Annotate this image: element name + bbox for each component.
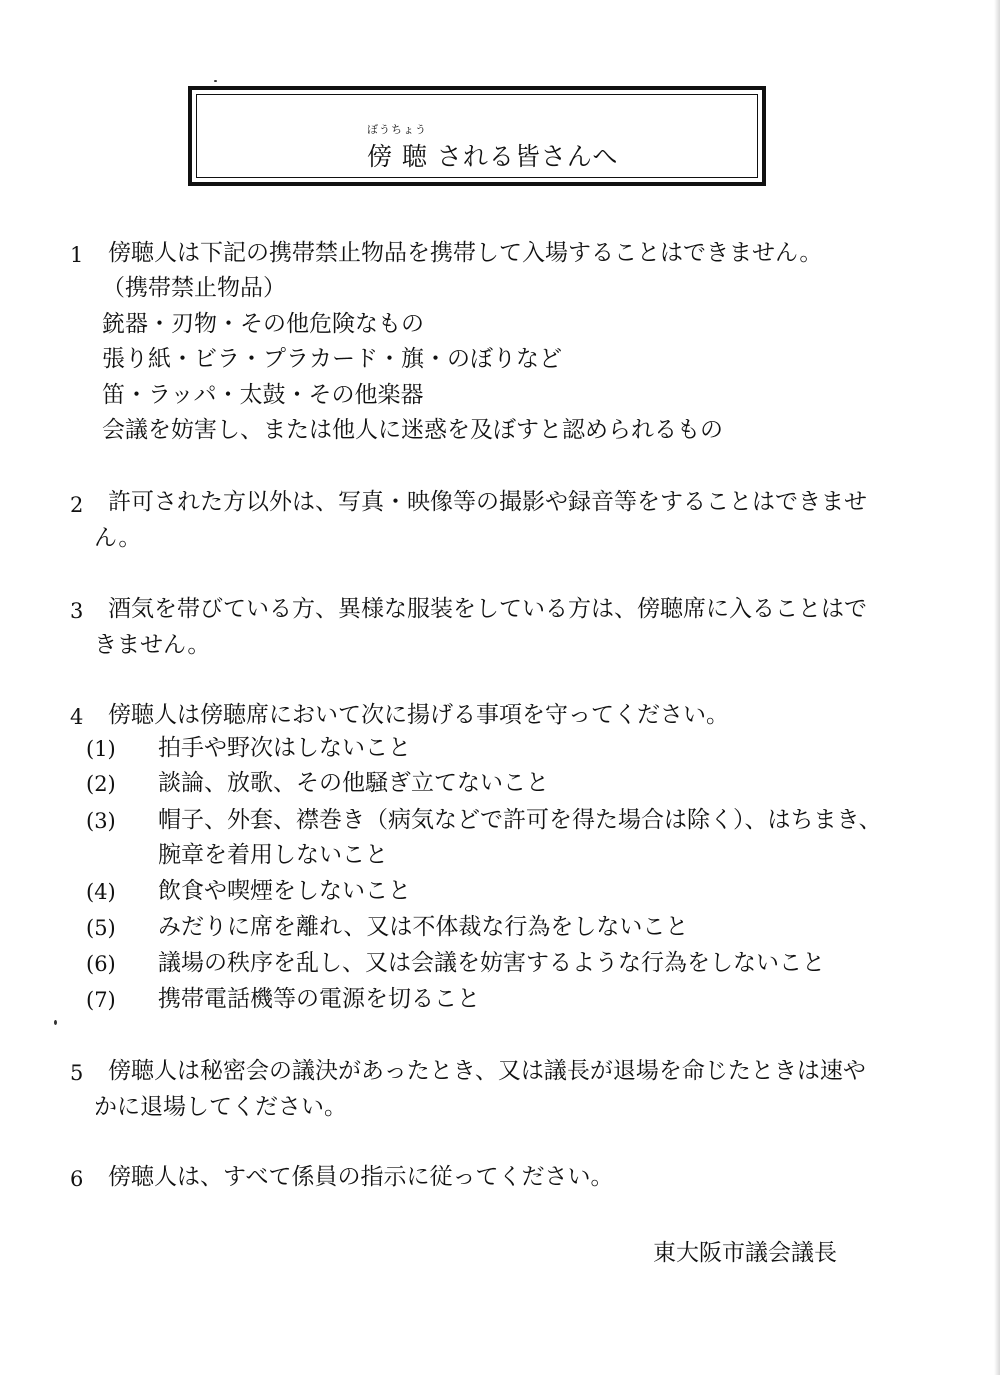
section-line: 許可された方以外は、写真・映像等の撮影や録音等をすることはできませ: [108, 489, 867, 515]
item-text: 議場の秩序を乱し、又は会議を妨害するような行為をしないこと: [158, 950, 825, 976]
item-text: 談論、放歌、その他騒ぎ立てないこと: [158, 770, 549, 796]
item-label: (6): [86, 952, 116, 976]
section-line: （携帯禁止物品）: [102, 275, 286, 301]
section-line: ん。: [94, 525, 142, 551]
section-line: きません。: [94, 632, 211, 658]
page-title: 傍 聴 される皆さんへ: [367, 142, 619, 171]
section-line: 傍聴人は秘密会の議決があったとき、又は議長が退場を命じたときは速や: [108, 1058, 866, 1084]
item-label: (4): [86, 880, 116, 904]
section-line: かに退場してください。: [94, 1094, 347, 1120]
item-text: 腕章を着用しないこと: [158, 842, 388, 868]
section-line: 傍聴人は、すべて係員の指示に従ってください。: [108, 1164, 614, 1190]
item-text: 帽子、外套、襟巻き（病気などで許可を得た場合は除く）、はちまき、: [158, 807, 882, 833]
section-line: 酒気を帯びている方、異様な服装をしている方は、傍聴席に入ることはで: [108, 596, 867, 622]
section-line: 銃器・刃物・その他危険なもの: [102, 311, 424, 337]
section-number: 4: [70, 705, 84, 729]
signature: 東大阪市議会議長: [653, 1240, 837, 1266]
section-number: 6: [70, 1167, 84, 1191]
item-text: 飲食や喫煙をしないこと: [158, 878, 411, 904]
item-label: (1): [86, 737, 116, 761]
item-label: (5): [86, 916, 116, 940]
page-edge-shadow: [994, 0, 1000, 1375]
section-number: 3: [70, 599, 84, 623]
item-text: みだりに席を離れ、又は不体裁な行為をしないこと: [158, 914, 689, 940]
item-text: 携帯電話機等の電源を切ること: [158, 986, 480, 1012]
scan-speck: [54, 1020, 57, 1025]
item-label: (7): [86, 988, 116, 1012]
item-label: (2): [86, 772, 116, 796]
section-line: 張り紙・ビラ・プラカード・旗・のぼりなど: [102, 346, 562, 372]
item-text: 拍手や野次はしないこと: [158, 735, 411, 761]
section-number: 1: [70, 243, 84, 267]
section-number: 2: [70, 493, 84, 517]
section-number: 5: [70, 1061, 84, 1085]
section-line: 笛・ラッパ・太鼓・その他楽器: [102, 382, 424, 408]
title-box-inner: [196, 94, 758, 178]
title-ruby: ぼうちょう: [367, 123, 427, 136]
section-line: 傍聴人は下記の携帯禁止物品を携帯して入場することはできません。: [108, 240, 823, 266]
section-line: 傍聴人は傍聴席において次に揚げる事項を守ってください。: [108, 702, 729, 728]
section-line: 会議を妨害し、または他人に迷惑を及ぼすと認められるもの: [102, 417, 723, 443]
title-box: [188, 86, 766, 186]
scan-speck: [214, 80, 217, 82]
item-label: (3): [86, 809, 116, 833]
